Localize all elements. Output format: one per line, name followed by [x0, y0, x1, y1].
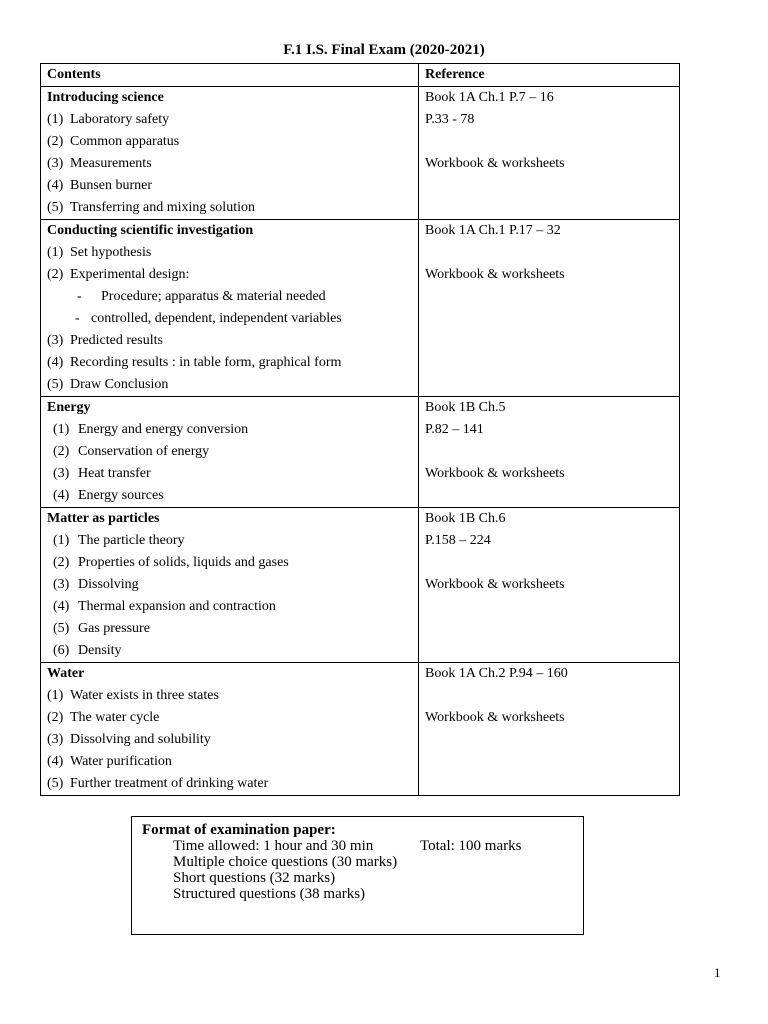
reference-line: Workbook & worksheets — [425, 577, 565, 592]
list-item: (3) Measurements — [47, 156, 152, 171]
short-questions: Short questions (32 marks) — [173, 870, 336, 886]
reference-line — [425, 242, 673, 264]
reference-line: P.82 – 141 — [425, 422, 484, 437]
list-item: (4) Recording results : in table form, graphical form — [47, 355, 342, 370]
table-row — [41, 663, 680, 796]
list-item: (3) Dissolving and solubility — [47, 732, 211, 747]
list-item: (1) The particle theory — [53, 533, 185, 548]
reference-line — [425, 552, 673, 574]
list-item: (6) Density — [53, 643, 122, 658]
list-item: (4) Bunsen burner — [47, 178, 153, 193]
section-title: Introducing science — [47, 90, 164, 105]
reference-line: Book 1A Ch.1 P.7 – 16 — [425, 90, 554, 105]
list-item: (5) Transferring and mixing solution — [47, 200, 255, 215]
section-contents — [41, 663, 419, 796]
reference-line: Workbook & worksheets — [425, 710, 565, 725]
mc-questions: Multiple choice questions (30 marks) — [173, 854, 398, 870]
list-item: (2) Common apparatus — [47, 134, 180, 149]
list-subitem: - controlled, dependent, independent variables — [75, 311, 342, 326]
section-contents — [41, 220, 419, 397]
list-item: (2) The water cycle — [47, 710, 160, 725]
table-header-row — [41, 64, 680, 87]
table-row — [41, 87, 680, 220]
header-reference: Reference — [419, 64, 680, 87]
list-item: (2) Experimental design: — [47, 267, 190, 282]
table-row — [41, 508, 680, 663]
table-row — [41, 220, 680, 397]
list-item: (4) Energy sources — [53, 488, 164, 503]
structured-questions: Structured questions (38 marks) — [173, 886, 366, 902]
list-item: (5) Draw Conclusion — [47, 377, 169, 392]
list-item: (4) Thermal expansion and contraction — [53, 599, 276, 614]
section-reference — [419, 663, 680, 796]
format-heading: Format of examination paper: — [142, 822, 336, 838]
reference-line: Workbook & worksheets — [425, 267, 565, 282]
reference-line: Workbook & worksheets — [425, 156, 565, 171]
section-contents — [41, 87, 419, 220]
section-title: Conducting scientific investigation — [47, 223, 254, 238]
section-reference — [419, 397, 680, 508]
exam-format-box — [131, 816, 584, 935]
list-item: (1) Set hypothesis — [47, 245, 152, 260]
section-title: Water — [47, 666, 85, 681]
reference-line — [425, 685, 673, 707]
reference-line: Book 1A Ch.1 P.17 – 32 — [425, 223, 561, 238]
time-allowed: Time allowed: 1 hour and 30 min — [173, 838, 374, 854]
section-contents — [41, 397, 419, 508]
section-contents — [41, 508, 419, 663]
syllabus-table — [40, 63, 680, 796]
reference-line — [425, 131, 673, 153]
total-marks: Total: 100 marks — [420, 838, 522, 854]
list-item: (3) Predicted results — [47, 333, 163, 348]
reference-line: Book 1B Ch.5 — [425, 400, 506, 415]
section-reference — [419, 87, 680, 220]
list-item: (1) Laboratory safety — [47, 112, 170, 127]
list-item: (1) Water exists in three states — [47, 688, 219, 703]
list-item: (5) Further treatment of drinking water — [47, 776, 269, 791]
list-item: (3) Heat transfer — [53, 466, 151, 481]
reference-line: P.158 – 224 — [425, 533, 491, 548]
section-reference — [419, 220, 680, 397]
reference-line: Book 1A Ch.2 P.94 – 160 — [425, 666, 568, 681]
section-reference — [419, 508, 680, 663]
list-item: (4) Water purification — [47, 754, 172, 769]
reference-line: Workbook & worksheets — [425, 466, 565, 481]
list-item: (1) Energy and energy conversion — [53, 422, 249, 437]
list-item: (2) Conservation of energy — [53, 444, 210, 459]
table-row — [41, 397, 680, 508]
section-title: Energy — [47, 400, 91, 415]
section-title: Matter as particles — [47, 511, 160, 526]
list-subitem: - Procedure; apparatus & material needed — [77, 289, 326, 304]
reference-line: P.33 - 78 — [425, 112, 475, 127]
page-number: 1 — [714, 965, 721, 980]
reference-line — [425, 441, 673, 463]
list-item: (2) Properties of solids, liquids and gases — [53, 555, 289, 570]
page-title: F.1 I.S. Final Exam (2020-2021) — [283, 42, 485, 58]
reference-line: Book 1B Ch.6 — [425, 511, 506, 526]
list-item: (5) Gas pressure — [53, 621, 150, 636]
list-item: (3) Dissolving — [53, 577, 139, 592]
header-contents: Contents — [41, 64, 419, 87]
